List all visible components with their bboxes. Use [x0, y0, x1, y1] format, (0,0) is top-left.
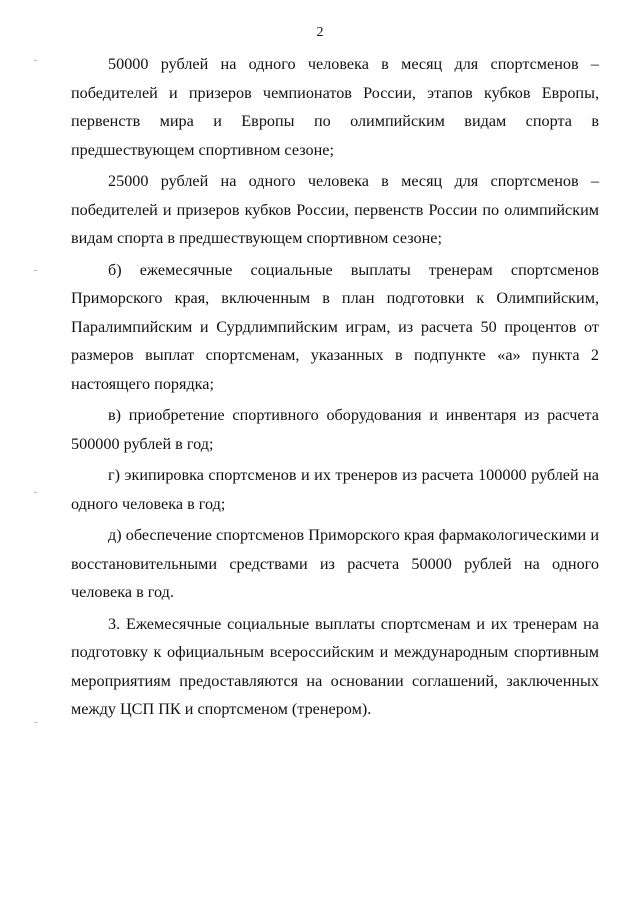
- paragraph-2: 25000 рублей на одного человека в месяц для спортсменов – победителей и призеров кубков России, первенств России по олимпийским видам спорта в предшествующем спортивном сезоне;: [71, 172, 599, 247]
- paragraph-4: в) приобретение спортивного оборудования и инвентаря из расчета 500000 рублей в год;: [71, 406, 599, 453]
- paragraph-3: б) ежемесячные социальные выплаты тренерам спортсменов Приморского края, включенным в план подготовки к Олимпийским, Паралимпийским и Сурдлимпийским играм, из расчета 50 процентов от размеров выплат спортсменам, указанных в подпункте «а» пункта 2 настоящего порядка;: [71, 260, 599, 393]
- page-number: 2: [316, 25, 324, 40]
- margin-mark: [34, 722, 37, 723]
- paragraph-7: 3. Ежемесячные социальные выплаты спортсменам и их тренерам на подготовку к официальным всероссийским и международным спортивным мероприятиям предоставляются на основании соглашений, заключенных между ЦСП ПК и спортсменом (тренером).: [71, 614, 599, 718]
- paragraph-1: 50000 рублей на одного человека в месяц для спортсменов – победителей и призеров чемпионатов России, этапов кубков Европы, первенств мира и Европы по олимпийским видам спорта в предшествующем спортивном сезоне;: [71, 55, 599, 159]
- paragraph-5: г) экипировка спортсменов и их тренеров из расчета 100000 рублей на одного человека в год;: [71, 466, 599, 513]
- paragraph-6: д) обеспечение спортсменов Приморского края фармакологическими и восстановительными средствами из расчета 50000 рублей на одного человека в год.: [71, 526, 599, 601]
- margin-mark: [34, 60, 37, 61]
- margin-mark: [34, 270, 37, 271]
- margin-mark: [34, 492, 37, 493]
- document-body: [71, 50, 599, 727]
